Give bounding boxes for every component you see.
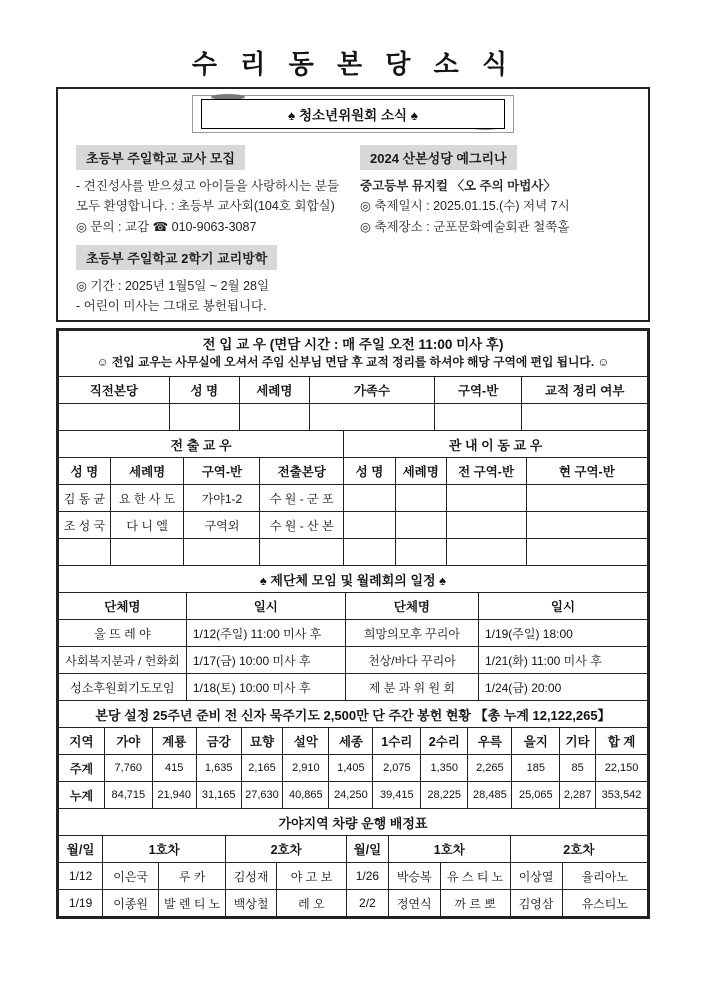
cell [446,512,526,539]
cell [526,512,647,539]
transfer-out-move-header-row [59,458,648,485]
cell: 24,250 [329,782,373,809]
cell: 희망의모후 꾸리아 [345,620,478,647]
cell: 1/19 [59,890,103,917]
cell: 2,287 [560,782,596,809]
cell: 415 [152,755,196,782]
cell: 7,760 [104,755,152,782]
transfer-in-header-row [59,377,648,404]
table-row [59,863,648,890]
cell: 김영삼 [510,890,562,917]
cell: 박승복 [388,863,440,890]
cell: 유스티노 [562,890,647,917]
vacation-note: - 어린이 미사는 그대로 봉헌됩니다. [76,299,267,313]
cell: 제 분 과 위 원 회 [345,674,478,701]
cell [526,485,647,512]
cell: 1/24(금) 20:00 [478,674,647,701]
col-header: 1호차 [388,836,510,863]
cell: 레 오 [276,890,346,917]
rosary-title: 본당 설정 25주년 준비 전 신자 묵주기도 2,500만 단 주간 봉헌 현황 【총 누계 12,122,265】 [59,701,648,728]
cell: 2,075 [373,755,421,782]
col-header: 일시 [186,593,345,620]
col-header: 가족수 [309,377,434,404]
col-header: 월/일 [346,836,388,863]
col-header: 단체명 [59,593,187,620]
cell: 85 [560,755,596,782]
row-label: 누계 [59,782,105,809]
cell: 1,350 [421,755,468,782]
col-header: 세례명 [110,458,184,485]
page-title: 수 리 동 본 당 소 식 [191,49,516,79]
cell: 28,485 [468,782,512,809]
cell [59,539,111,566]
cell [239,404,309,431]
cell: 84,715 [104,782,152,809]
teacher-recruit-contact: ◎ 문의 : 교감 ☎ 010-9063-3087 [76,219,257,234]
cell: 천상/바다 꾸리아 [345,647,478,674]
cell [344,512,396,539]
cell: 22,150 [596,755,648,782]
transfer-in-title: 전 입 교 우 (면담 시간 : 매 주일 오전 11:00 미사 후) [202,337,504,353]
cell [110,539,184,566]
col-header: 을지 [512,728,560,755]
tables-section [56,328,650,919]
cell: 1/21(화) 11:00 미사 후 [478,647,647,674]
table-row [59,890,648,917]
cell [446,485,526,512]
meetings-title: ♠ 제단체 모임 및 월례회의 일정 ♠ [59,566,648,593]
col-header: 1호차 [103,836,226,863]
transfer-out-title: 전 출 교 우 [59,431,344,458]
cell: 28,225 [421,782,468,809]
cell: 2,165 [241,755,283,782]
table-row [59,674,648,701]
cell [184,539,260,566]
col-header: 합 계 [596,728,648,755]
cell: 김 동 균 [59,485,111,512]
cell: 다 니 엘 [110,512,184,539]
cell: 25,065 [512,782,560,809]
rosary-table [58,700,648,809]
col-header: 2호차 [510,836,647,863]
col-header: 성 명 [344,458,396,485]
cell: 조 성 국 [59,512,111,539]
col-header: 직전본당 [59,377,170,404]
cell [59,404,170,431]
cell: 21,940 [152,782,196,809]
cell [395,485,446,512]
cell: 야 고 보 [276,863,346,890]
col-header: 1수리 [373,728,421,755]
cell: 요 한 사 도 [110,485,184,512]
cell [309,404,434,431]
col-header: 설악 [283,728,329,755]
cell: 까 르 뽀 [440,890,510,917]
cell [446,539,526,566]
table-row [59,512,648,539]
cell [395,512,446,539]
cell [526,539,647,566]
youth-right-column [354,145,638,316]
col-header: 구역-반 [434,377,522,404]
youth-columns [58,133,648,316]
rosary-header-row [59,728,648,755]
cell: 구역외 [184,512,260,539]
vehicle-table [58,808,648,917]
col-header: 성 명 [169,377,239,404]
col-header: 세례명 [239,377,309,404]
col-header: 전 구역-반 [446,458,526,485]
table-row [59,485,648,512]
col-header: 세례명 [395,458,446,485]
col-header: 단체명 [345,593,478,620]
cell: 수 원 - 산 본 [260,512,344,539]
cell: 김성재 [226,863,277,890]
col-header: 2수리 [421,728,468,755]
table-row [59,647,648,674]
teacher-recruit-heading: 초등부 주일학교 교사 모집 [76,145,245,170]
transfer-in-title-cell [59,331,648,377]
col-header: 기타 [560,728,596,755]
col-header: 성 명 [59,458,111,485]
table-row [59,539,648,566]
cell [260,539,344,566]
cell: 백상철 [226,890,277,917]
col-header: 가야 [104,728,152,755]
transfer-in-subtitle: ☺ 전입 교우는 사무실에 오셔서 주임 신부님 면담 후 교적 정리를 하셔야 해당 구역에 편입 됩니다. ☺ [96,355,610,370]
cell: 27,630 [241,782,283,809]
cell [395,539,446,566]
cell: 이종원 [103,890,159,917]
transfer-in-table [58,330,648,431]
cell: 이은국 [103,863,159,890]
cell [169,404,239,431]
teacher-recruit-line1: - 견진성사를 받으셨고 아이들을 사랑하시는 분들 [76,179,340,193]
col-header: 계룡 [152,728,196,755]
cell: 2,910 [283,755,329,782]
cell: 수 원 - 군 포 [260,485,344,512]
vacation-period: ◎ 기간 : 2025년 1월5일 ~ 2월 28일 [76,278,270,293]
col-header: 지역 [59,728,105,755]
cell: 유 스 티 노 [440,863,510,890]
yegrina-musical: 중고등부 뮤지컬 〈오 주의 마법사〉 [360,179,556,193]
cell: 1/19(주일) 18:00 [478,620,647,647]
cell: 2,265 [468,755,512,782]
cell: 1,635 [196,755,241,782]
cell: 1/12 [59,863,103,890]
vacation-heading: 초등부 주일학교 2학기 교리방학 [76,245,277,270]
cell: 가야1-2 [184,485,260,512]
col-header: 묘향 [241,728,283,755]
col-header: 교적 정리 여부 [522,377,648,404]
youth-committee-section [56,87,650,322]
col-header: 일시 [478,593,647,620]
col-header: 구역-반 [184,458,260,485]
cell: 1,405 [329,755,373,782]
youth-left-column [70,145,354,316]
youth-news-banner-label: ♠ 청소년위원회 소식 ♠ [201,99,505,129]
yegrina-heading: 2024 산본성당 예그리나 [360,145,517,170]
meetings-header-row [59,593,648,620]
col-header: 세종 [329,728,373,755]
col-header: 우륵 [468,728,512,755]
col-header: 현 구역-반 [526,458,647,485]
cell: 1/12(주일) 11:00 미사 후 [186,620,345,647]
table-row [59,782,648,809]
meetings-table [58,565,648,701]
yegrina-datetime: ◎ 축제일시 : 2025.01.15.(수) 저녁 7시 [360,199,570,214]
cell: 40,865 [283,782,329,809]
cell: 발 렌 티 노 [159,890,226,917]
cell: 정연식 [388,890,440,917]
col-header: 2호차 [226,836,347,863]
cell: 185 [512,755,560,782]
transfer-out-move-table [58,430,648,566]
cell: 39,415 [373,782,421,809]
table-row [59,620,648,647]
cell: 율리아노 [562,863,647,890]
cell: 353,542 [596,782,648,809]
cell: 2/2 [346,890,388,917]
cell: 이상열 [510,863,562,890]
cell: 1/17(금) 10:00 미사 후 [186,647,345,674]
cell: 31,165 [196,782,241,809]
cell [522,404,648,431]
cell: 사회복지분과 / 헌화회 [59,647,187,674]
table-row [59,404,648,431]
cell [344,485,396,512]
youth-news-banner [192,95,514,133]
vehicle-header-row [59,836,648,863]
yegrina-place: ◎ 축제장소 : 군포문화예술회관 철쭉홀 [360,219,570,234]
col-header: 금강 [196,728,241,755]
teacher-recruit-line2: 모두 환영합니다. : 초등부 교사회(104호 회합실) [76,199,335,214]
cell [344,539,396,566]
row-label: 주계 [59,755,105,782]
cell [434,404,522,431]
table-row [59,755,648,782]
vehicle-title: 가야지역 차량 운행 배정표 [59,809,648,836]
cell: 1/18(토) 10:00 미사 후 [186,674,345,701]
cell: 울 뜨 레 야 [59,620,187,647]
internal-move-title: 관 내 이 동 교 우 [344,431,648,458]
cell: 성소후원회기도모임 [59,674,187,701]
col-header: 월/일 [59,836,103,863]
cell: 루 카 [159,863,226,890]
col-header: 전출본당 [260,458,344,485]
cell: 1/26 [346,863,388,890]
